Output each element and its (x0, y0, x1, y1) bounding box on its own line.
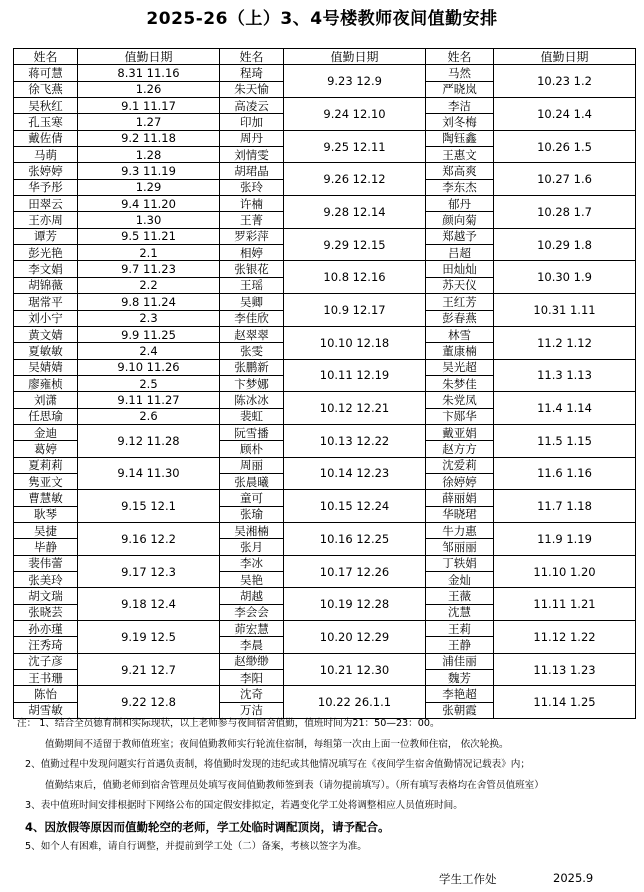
teacher-name-cell: 吴湘楠 (220, 522, 284, 538)
teacher-name-cell: 王惠文 (426, 147, 494, 163)
duty-date-cell: 11.3 1.13 (494, 359, 636, 392)
teacher-name-cell: 王静 (426, 637, 494, 653)
teacher-name-cell: 张晨曦 (220, 473, 284, 489)
note-2-cont: 值勤结束后，值勤老师到宿舍管理员处填写夜间值勤教师签到表（请勿提前填写）。（所有填写表格均在舍管员值班室） (45, 779, 544, 791)
teacher-name-cell: 吴卿 (220, 294, 284, 310)
duty-date-cell: 10.15 12.24 (284, 490, 426, 523)
teacher-name-cell: 沈慧 (426, 604, 494, 620)
note-1-cont: 值勤期间不适留于教师值班室；夜间值勤教师实行轮流住宿制，每组第一次由上面一位教师住宿， 依次轮换。 (45, 738, 509, 750)
teacher-name-cell: 刘冬梅 (426, 114, 494, 130)
teacher-name-cell: 金灿 (426, 572, 494, 588)
note-1: 注： 1、结合全员德育制和实际现状，以上老师参与夜间宿舍值勤，值班时间为21：50—23：00。 (17, 718, 440, 729)
page-title: 2025-26（上）3、4号楼教师夜间值勤安排 (146, 9, 498, 29)
teacher-name-cell: 任思瑜 (14, 408, 78, 424)
table-row (14, 653, 636, 669)
teacher-name-cell: 夏敏敏 (14, 343, 78, 359)
duty-date-cell: 10.8 12.16 (284, 261, 426, 294)
duty-date-cell: 9.7 11.23 (78, 261, 220, 277)
teacher-name-cell: 张雯 (220, 343, 284, 359)
teacher-name-cell: 童可 (220, 490, 284, 506)
teacher-name-cell: 孙亦瑾 (14, 621, 78, 637)
duty-date-cell: 11.2 1.12 (494, 326, 636, 359)
teacher-name-cell: 李阳 (220, 670, 284, 686)
teacher-name-cell: 吴秋红 (14, 98, 78, 114)
teacher-name-cell: 吴光超 (426, 359, 494, 375)
duty-date-cell: 10.9 12.17 (284, 294, 426, 327)
duty-date-cell: 11.11 1.21 (494, 588, 636, 621)
table-row (14, 588, 636, 604)
duty-date-cell: 10.22 26.1.1 (284, 686, 426, 719)
teacher-name-cell: 王红芳 (426, 294, 494, 310)
duty-date-cell: 2.6 (78, 408, 220, 424)
table-row (14, 163, 636, 179)
table-row (14, 326, 636, 342)
teacher-name-cell: 胡雪敏 (14, 702, 78, 718)
teacher-name-cell: 赵缈缈 (220, 653, 284, 669)
table-row (14, 490, 636, 506)
header-date-3: 值勤日期 (494, 49, 636, 65)
teacher-name-cell: 廖雍桢 (14, 375, 78, 391)
header-date-2: 值勤日期 (284, 49, 426, 65)
duty-date-cell: 9.23 12.9 (284, 65, 426, 98)
duty-date-cell: 11.12 1.22 (494, 621, 636, 654)
teacher-name-cell: 李冰 (220, 555, 284, 571)
table-row (14, 424, 636, 440)
header-name-3: 姓名 (426, 49, 494, 65)
teacher-name-cell: 汪秀琦 (14, 637, 78, 653)
table-row (14, 555, 636, 571)
teacher-name-cell: 沈子彦 (14, 653, 78, 669)
teacher-name-cell: 郑高爽 (426, 163, 494, 179)
header-name-2: 姓名 (220, 49, 284, 65)
teacher-name-cell: 胡锦薇 (14, 277, 78, 293)
duty-date-cell: 2.5 (78, 375, 220, 391)
duty-date-cell: 9.22 12.8 (78, 686, 220, 719)
teacher-name-cell: 刘潇 (14, 392, 78, 408)
duty-date-cell: 10.30 1.9 (494, 261, 636, 294)
teacher-name-cell: 吴婧婧 (14, 359, 78, 375)
teacher-name-cell: 孔玉寒 (14, 114, 78, 130)
teacher-name-cell: 彭光艳 (14, 245, 78, 261)
teacher-name-cell: 朱天愉 (220, 81, 284, 97)
teacher-name-cell: 万洁 (220, 702, 284, 718)
teacher-name-cell: 赵翠翠 (220, 326, 284, 342)
teacher-name-cell: 李晨 (220, 637, 284, 653)
teacher-name-cell: 王书珊 (14, 670, 78, 686)
duty-date-cell: 2.4 (78, 343, 220, 359)
duty-date-cell: 9.14 11.30 (78, 457, 220, 490)
teacher-name-cell: 郁丹 (426, 196, 494, 212)
note-3: 3、表中值班时间安排根据时下网络公布的国定假安排拟定，若遇变化学工处将调整相应人员值班时间。 (25, 800, 463, 811)
table-row (14, 522, 636, 538)
table-row (14, 686, 636, 702)
duty-date-cell: 10.28 1.7 (494, 196, 636, 229)
teacher-name-cell: 林雪 (426, 326, 494, 342)
duty-date-cell: 10.31 1.11 (494, 294, 636, 327)
teacher-name-cell: 刘小宁 (14, 310, 78, 326)
duty-date-cell: 11.14 1.25 (494, 686, 636, 719)
teacher-name-cell: 阮雪播 (220, 424, 284, 440)
teacher-name-cell: 颜向菊 (426, 212, 494, 228)
table-row (14, 130, 636, 146)
duty-date-cell: 10.14 12.23 (284, 457, 426, 490)
teacher-name-cell: 周丹 (220, 130, 284, 146)
teacher-name-cell: 蒋可慧 (14, 65, 78, 81)
teacher-name-cell: 华予彤 (14, 179, 78, 195)
duty-date-cell: 9.21 12.7 (78, 653, 220, 686)
duty-date-cell: 9.10 11.26 (78, 359, 220, 375)
duty-date-cell: 10.13 12.22 (284, 424, 426, 457)
duty-date-cell: 9.11 11.27 (78, 392, 220, 408)
duty-date-cell: 9.19 12.5 (78, 621, 220, 654)
teacher-name-cell: 朱梦佳 (426, 375, 494, 391)
teacher-name-cell: 赵方方 (426, 441, 494, 457)
duty-date-cell: 8.31 11.16 (78, 65, 220, 81)
duty-date-cell: 9.5 11.21 (78, 228, 220, 244)
teacher-name-cell: 曹慧敏 (14, 490, 78, 506)
teacher-name-cell: 浦佳丽 (426, 653, 494, 669)
teacher-name-cell: 吕超 (426, 245, 494, 261)
duty-date-cell: 9.9 11.25 (78, 326, 220, 342)
teacher-name-cell: 张月 (220, 539, 284, 555)
teacher-name-cell: 胡文瑞 (14, 588, 78, 604)
teacher-name-cell: 戴佐倩 (14, 130, 78, 146)
duty-date-cell: 11.6 1.16 (494, 457, 636, 490)
duty-date-cell: 9.2 11.18 (78, 130, 220, 146)
footer-org: 学生工作处 (439, 872, 497, 886)
teacher-name-cell: 周丽 (220, 457, 284, 473)
duty-date-cell: 10.26 1.5 (494, 130, 636, 163)
teacher-name-cell: 李洁 (426, 98, 494, 114)
teacher-name-cell: 陈冰冰 (220, 392, 284, 408)
teacher-name-cell: 马萌 (14, 147, 78, 163)
teacher-name-cell: 张美玲 (14, 572, 78, 588)
table-row (14, 261, 636, 277)
teacher-name-cell: 相婷 (220, 245, 284, 261)
teacher-name-cell: 牛力惠 (426, 522, 494, 538)
duty-date-cell: 11.9 1.19 (494, 522, 636, 555)
duty-date-cell: 1.28 (78, 147, 220, 163)
duty-date-cell: 10.27 1.6 (494, 163, 636, 196)
teacher-name-cell: 田翠云 (14, 196, 78, 212)
note-2: 2、值勤过程中发现问题实行首遇负责制，将值勤时发现的违纪或其他情况填写在《夜间学生宿舍值勤情况记载表》内； (25, 759, 530, 770)
teacher-name-cell: 金迪 (14, 424, 78, 440)
duty-date-cell: 10.12 12.21 (284, 392, 426, 425)
duty-date-cell: 10.24 1.4 (494, 98, 636, 131)
duty-date-cell: 1.29 (78, 179, 220, 195)
teacher-name-cell: 隽亚文 (14, 473, 78, 489)
teacher-name-cell: 华晓珺 (426, 506, 494, 522)
teacher-name-cell: 沈奇 (220, 686, 284, 702)
table-row (14, 294, 636, 310)
note-5: 5、如个人有困难，请自行调整，并提前到学工处（二）备案，考核以签字为准。 (25, 841, 367, 852)
teacher-name-cell: 高凌云 (220, 98, 284, 114)
table-row (14, 196, 636, 212)
duty-date-cell: 9.16 12.2 (78, 522, 220, 555)
teacher-name-cell: 魏芳 (426, 670, 494, 686)
table-row (14, 457, 636, 473)
header-date-1: 值勤日期 (78, 49, 220, 65)
teacher-name-cell: 谭芳 (14, 228, 78, 244)
table-row (14, 621, 636, 637)
duty-date-cell: 9.15 12.1 (78, 490, 220, 523)
teacher-name-cell: 夏莉莉 (14, 457, 78, 473)
duty-date-cell: 2.1 (78, 245, 220, 261)
teacher-name-cell: 郑越予 (426, 228, 494, 244)
duty-date-cell: 10.21 12.30 (284, 653, 426, 686)
teacher-name-cell: 葛婷 (14, 441, 78, 457)
table-row (14, 98, 636, 114)
duty-date-cell: 10.10 12.18 (284, 326, 426, 359)
notes (17, 714, 633, 858)
table-row (14, 359, 636, 375)
duty-date-cell: 11.7 1.18 (494, 490, 636, 523)
duty-date-cell: 10.17 12.26 (284, 555, 426, 588)
teacher-name-cell: 张晓芸 (14, 604, 78, 620)
teacher-name-cell: 琚常平 (14, 294, 78, 310)
teacher-name-cell: 印加 (220, 114, 284, 130)
duty-date-cell: 9.25 12.11 (284, 130, 426, 163)
duty-date-cell: 2.3 (78, 310, 220, 326)
teacher-name-cell: 李会会 (220, 604, 284, 620)
duty-date-cell: 1.27 (78, 114, 220, 130)
teacher-name-cell: 王亦周 (14, 212, 78, 228)
teacher-name-cell: 胡越 (220, 588, 284, 604)
teacher-name-cell: 吴艳 (220, 572, 284, 588)
duty-date-cell: 9.24 12.10 (284, 98, 426, 131)
teacher-name-cell: 丁轶娟 (426, 555, 494, 571)
teacher-name-cell: 许楠 (220, 196, 284, 212)
teacher-name-cell: 李文娟 (14, 261, 78, 277)
teacher-name-cell: 薛丽娟 (426, 490, 494, 506)
teacher-name-cell: 耿琴 (14, 506, 78, 522)
duty-date-cell: 9.3 11.19 (78, 163, 220, 179)
duty-date-cell: 9.4 11.20 (78, 196, 220, 212)
teacher-name-cell: 裴虹 (220, 408, 284, 424)
teacher-name-cell: 徐飞燕 (14, 81, 78, 97)
teacher-name-cell: 李东杰 (426, 179, 494, 195)
teacher-name-cell: 田灿灿 (426, 261, 494, 277)
teacher-name-cell: 茆宏慧 (220, 621, 284, 637)
duty-date-cell: 10.19 12.28 (284, 588, 426, 621)
teacher-name-cell: 程琦 (220, 65, 284, 81)
duty-date-cell: 9.28 12.14 (284, 196, 426, 229)
teacher-name-cell: 邹丽丽 (426, 539, 494, 555)
teacher-name-cell: 王薇 (426, 588, 494, 604)
duty-date-cell: 11.10 1.20 (494, 555, 636, 588)
teacher-name-cell: 董康楠 (426, 343, 494, 359)
teacher-name-cell: 徐婷婷 (426, 473, 494, 489)
teacher-name-cell: 罗彩萍 (220, 228, 284, 244)
teacher-name-cell: 王莉 (426, 621, 494, 637)
teacher-name-cell: 吴捷 (14, 522, 78, 538)
teacher-name-cell: 李艳超 (426, 686, 494, 702)
table-row (14, 228, 636, 244)
teacher-name-cell: 张银花 (220, 261, 284, 277)
teacher-name-cell: 陈怡 (14, 686, 78, 702)
teacher-name-cell: 张瑜 (220, 506, 284, 522)
duty-date-cell: 10.11 12.19 (284, 359, 426, 392)
header-name-1: 姓名 (14, 49, 78, 65)
duty-date-cell: 10.16 12.25 (284, 522, 426, 555)
teacher-name-cell: 李佳欣 (220, 310, 284, 326)
teacher-name-cell: 顾朴 (220, 441, 284, 457)
teacher-name-cell: 张鹏新 (220, 359, 284, 375)
teacher-name-cell: 张朝霞 (426, 702, 494, 718)
footer-date: 2025.9 (553, 871, 594, 885)
teacher-name-cell: 马然 (426, 65, 494, 81)
teacher-name-cell: 裴伟蕾 (14, 555, 78, 571)
duty-date-cell: 1.30 (78, 212, 220, 228)
teacher-name-cell: 王瑶 (220, 277, 284, 293)
duty-date-cell: 1.26 (78, 81, 220, 97)
header-row (14, 49, 636, 65)
teacher-name-cell: 卞郧华 (426, 408, 494, 424)
duty-date-cell: 9.18 12.4 (78, 588, 220, 621)
teacher-name-cell: 张玲 (220, 179, 284, 195)
note-4: 4、因放假等原因而值勤轮空的老师，学工处临时调配顶岗，请予配合。 (25, 819, 390, 834)
teacher-name-cell: 沈爱莉 (426, 457, 494, 473)
duty-schedule-table (13, 48, 636, 719)
duty-date-cell: 10.20 12.29 (284, 621, 426, 654)
duty-date-cell: 10.29 1.8 (494, 228, 636, 261)
teacher-name-cell: 陶钰鑫 (426, 130, 494, 146)
teacher-name-cell: 卞梦娜 (220, 375, 284, 391)
teacher-name-cell: 张婷婷 (14, 163, 78, 179)
duty-date-cell: 9.17 12.3 (78, 555, 220, 588)
teacher-name-cell: 严晓岚 (426, 81, 494, 97)
teacher-name-cell: 朱党凤 (426, 392, 494, 408)
duty-date-cell: 9.8 11.24 (78, 294, 220, 310)
teacher-name-cell: 黄文婧 (14, 326, 78, 342)
duty-date-cell: 9.12 11.28 (78, 424, 220, 457)
teacher-name-cell: 戴亚娟 (426, 424, 494, 440)
teacher-name-cell: 王菁 (220, 212, 284, 228)
duty-date-cell: 10.23 1.2 (494, 65, 636, 98)
teacher-name-cell: 毕静 (14, 539, 78, 555)
teacher-name-cell: 胡珺晶 (220, 163, 284, 179)
duty-date-cell: 9.1 11.17 (78, 98, 220, 114)
teacher-name-cell: 彭春燕 (426, 310, 494, 326)
teacher-name-cell: 苏天仪 (426, 277, 494, 293)
table-row (14, 392, 636, 408)
duty-date-cell: 11.13 1.23 (494, 653, 636, 686)
teacher-name-cell: 刘情雯 (220, 147, 284, 163)
duty-date-cell: 11.5 1.15 (494, 424, 636, 457)
duty-date-cell: 9.29 12.15 (284, 228, 426, 261)
table-row (14, 65, 636, 81)
duty-date-cell: 9.26 12.12 (284, 163, 426, 196)
duty-date-cell: 2.2 (78, 277, 220, 293)
duty-date-cell: 11.4 1.14 (494, 392, 636, 425)
